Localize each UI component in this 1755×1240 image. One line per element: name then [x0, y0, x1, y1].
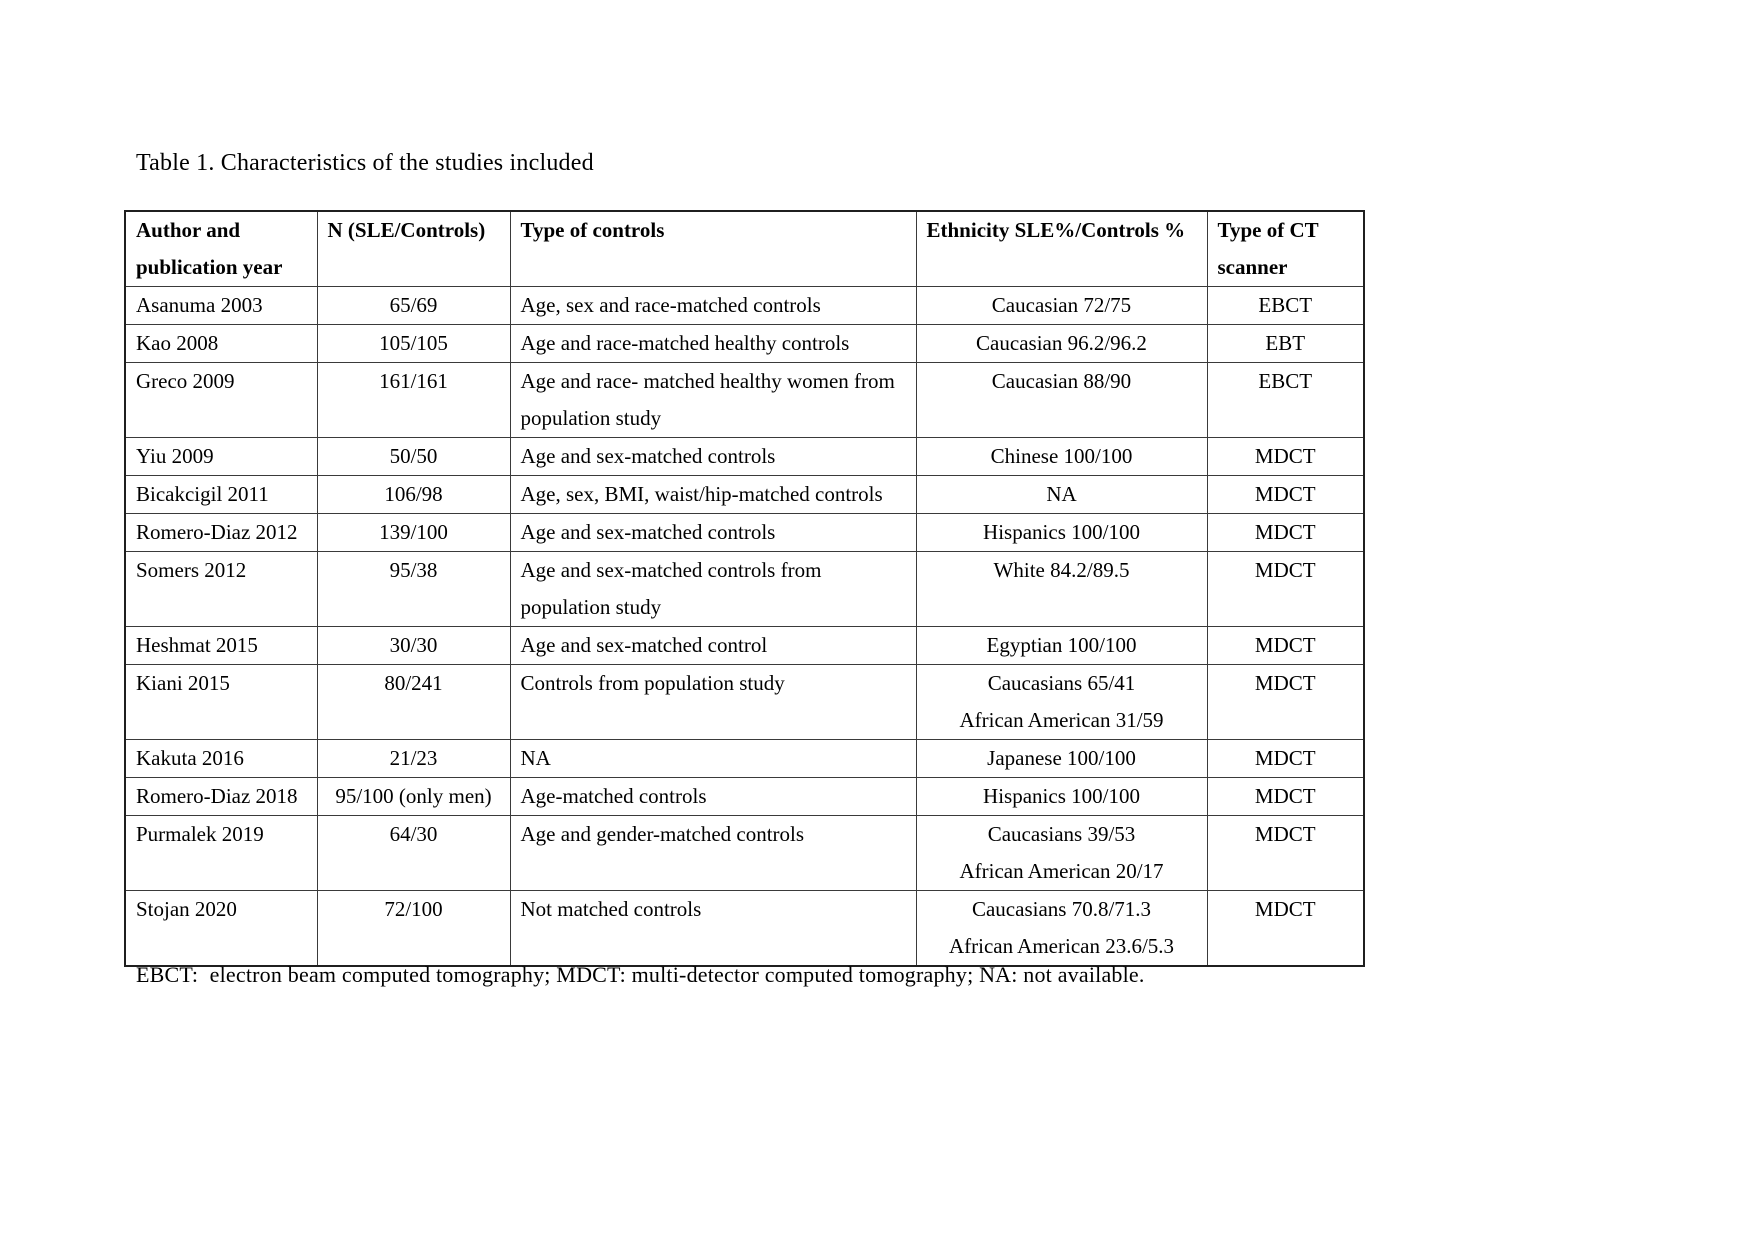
- cell-type-of-controls: Age, sex, BMI, waist/hip-matched controls: [510, 476, 916, 514]
- cell-scanner-type: MDCT: [1207, 514, 1364, 552]
- cell-author: Heshmat 2015: [125, 627, 317, 665]
- table-row: [125, 514, 1364, 552]
- table-body: [125, 287, 1364, 967]
- header-n-sle-controls: N (SLE/Controls): [317, 211, 510, 287]
- cell-n-sle-controls: 106/98: [317, 476, 510, 514]
- cell-ethnicity: Caucasians 39/53 African American 20/17: [916, 816, 1207, 891]
- table-row: [125, 778, 1364, 816]
- cell-type-of-controls: Age, sex and race-matched controls: [510, 287, 916, 325]
- cell-type-of-controls: Age-matched controls: [510, 778, 916, 816]
- abbreviations-footnote: EBCT: electron beam computed tomography; MDCT: multi-detector computed tomography; NA: not available.: [136, 962, 1145, 987]
- cell-ethnicity: Caucasians 70.8/71.3 African American 23.6/5.3: [916, 891, 1207, 967]
- cell-ethnicity: Caucasian 72/75: [916, 287, 1207, 325]
- cell-scanner-type: MDCT: [1207, 476, 1364, 514]
- cell-author: Bicakcigil 2011: [125, 476, 317, 514]
- table-row: [125, 325, 1364, 363]
- cell-type-of-controls: Age and sex-matched controls: [510, 514, 916, 552]
- cell-scanner-type: MDCT: [1207, 552, 1364, 627]
- cell-author: Yiu 2009: [125, 438, 317, 476]
- cell-ethnicity: Japanese 100/100: [916, 740, 1207, 778]
- cell-ethnicity: Hispanics 100/100: [916, 514, 1207, 552]
- cell-type-of-controls: Not matched controls: [510, 891, 916, 967]
- table-row: [125, 552, 1364, 627]
- cell-author: Romero-Diaz 2018: [125, 778, 317, 816]
- cell-author: Purmalek 2019: [125, 816, 317, 891]
- cell-ethnicity: Chinese 100/100: [916, 438, 1207, 476]
- cell-author: Romero-Diaz 2012: [125, 514, 317, 552]
- cell-n-sle-controls: 105/105: [317, 325, 510, 363]
- table-row: [125, 891, 1364, 967]
- table-row: [125, 816, 1364, 891]
- cell-n-sle-controls: 50/50: [317, 438, 510, 476]
- cell-scanner-type: MDCT: [1207, 627, 1364, 665]
- cell-scanner-type: MDCT: [1207, 816, 1364, 891]
- cell-scanner-type: EBT: [1207, 325, 1364, 363]
- table-row: [125, 476, 1364, 514]
- cell-type-of-controls: Age and sex-matched control: [510, 627, 916, 665]
- cell-ethnicity: Egyptian 100/100: [916, 627, 1207, 665]
- table-row: [125, 363, 1364, 438]
- cell-ethnicity: Caucasian 96.2/96.2: [916, 325, 1207, 363]
- header-type-of-controls: Type of controls: [510, 211, 916, 287]
- header-row: [125, 211, 1364, 287]
- cell-n-sle-controls: 139/100: [317, 514, 510, 552]
- cell-n-sle-controls: 80/241: [317, 665, 510, 740]
- table-header: [125, 211, 1364, 287]
- cell-ethnicity: White 84.2/89.5: [916, 552, 1207, 627]
- cell-n-sle-controls: 161/161: [317, 363, 510, 438]
- cell-scanner-type: EBCT: [1207, 363, 1364, 438]
- cell-ethnicity: Hispanics 100/100: [916, 778, 1207, 816]
- cell-ethnicity: Caucasians 65/41 African American 31/59: [916, 665, 1207, 740]
- cell-ethnicity: NA: [916, 476, 1207, 514]
- cell-scanner-type: MDCT: [1207, 740, 1364, 778]
- table-row: [125, 740, 1364, 778]
- cell-type-of-controls: Age and sex-matched controls: [510, 438, 916, 476]
- header-ethnicity: Ethnicity SLE%/Controls %: [916, 211, 1207, 287]
- cell-scanner-type: MDCT: [1207, 438, 1364, 476]
- cell-scanner-type: MDCT: [1207, 778, 1364, 816]
- cell-author: Kao 2008: [125, 325, 317, 363]
- table-row: [125, 438, 1364, 476]
- cell-type-of-controls: Age and gender-matched controls: [510, 816, 916, 891]
- cell-type-of-controls: Age and race- matched healthy women from population study: [510, 363, 916, 438]
- cell-type-of-controls: Age and race-matched healthy controls: [510, 325, 916, 363]
- table-row: [125, 627, 1364, 665]
- table-row: [125, 287, 1364, 325]
- table-caption: Table 1. Characteristics of the studies included: [136, 150, 594, 176]
- cell-author: Greco 2009: [125, 363, 317, 438]
- cell-author: Somers 2012: [125, 552, 317, 627]
- cell-author: Stojan 2020: [125, 891, 317, 967]
- cell-n-sle-controls: 72/100: [317, 891, 510, 967]
- table-row: [125, 665, 1364, 740]
- header-author-publication-year: Author and publication year: [125, 211, 317, 287]
- cell-author: Kakuta 2016: [125, 740, 317, 778]
- cell-scanner-type: MDCT: [1207, 891, 1364, 967]
- cell-n-sle-controls: 95/100 (only men): [317, 778, 510, 816]
- cell-type-of-controls: Controls from population study: [510, 665, 916, 740]
- cell-n-sle-controls: 65/69: [317, 287, 510, 325]
- cell-n-sle-controls: 30/30: [317, 627, 510, 665]
- cell-author: Asanuma 2003: [125, 287, 317, 325]
- cell-n-sle-controls: 21/23: [317, 740, 510, 778]
- cell-scanner-type: EBCT: [1207, 287, 1364, 325]
- cell-n-sle-controls: 64/30: [317, 816, 510, 891]
- cell-scanner-type: MDCT: [1207, 665, 1364, 740]
- cell-type-of-controls: NA: [510, 740, 916, 778]
- cell-type-of-controls: Age and sex-matched controls from population study: [510, 552, 916, 627]
- cell-author: Kiani 2015: [125, 665, 317, 740]
- studies-table: [124, 210, 1365, 967]
- cell-n-sle-controls: 95/38: [317, 552, 510, 627]
- cell-ethnicity: Caucasian 88/90: [916, 363, 1207, 438]
- header-ct-scanner-type: Type of CT scanner: [1207, 211, 1364, 287]
